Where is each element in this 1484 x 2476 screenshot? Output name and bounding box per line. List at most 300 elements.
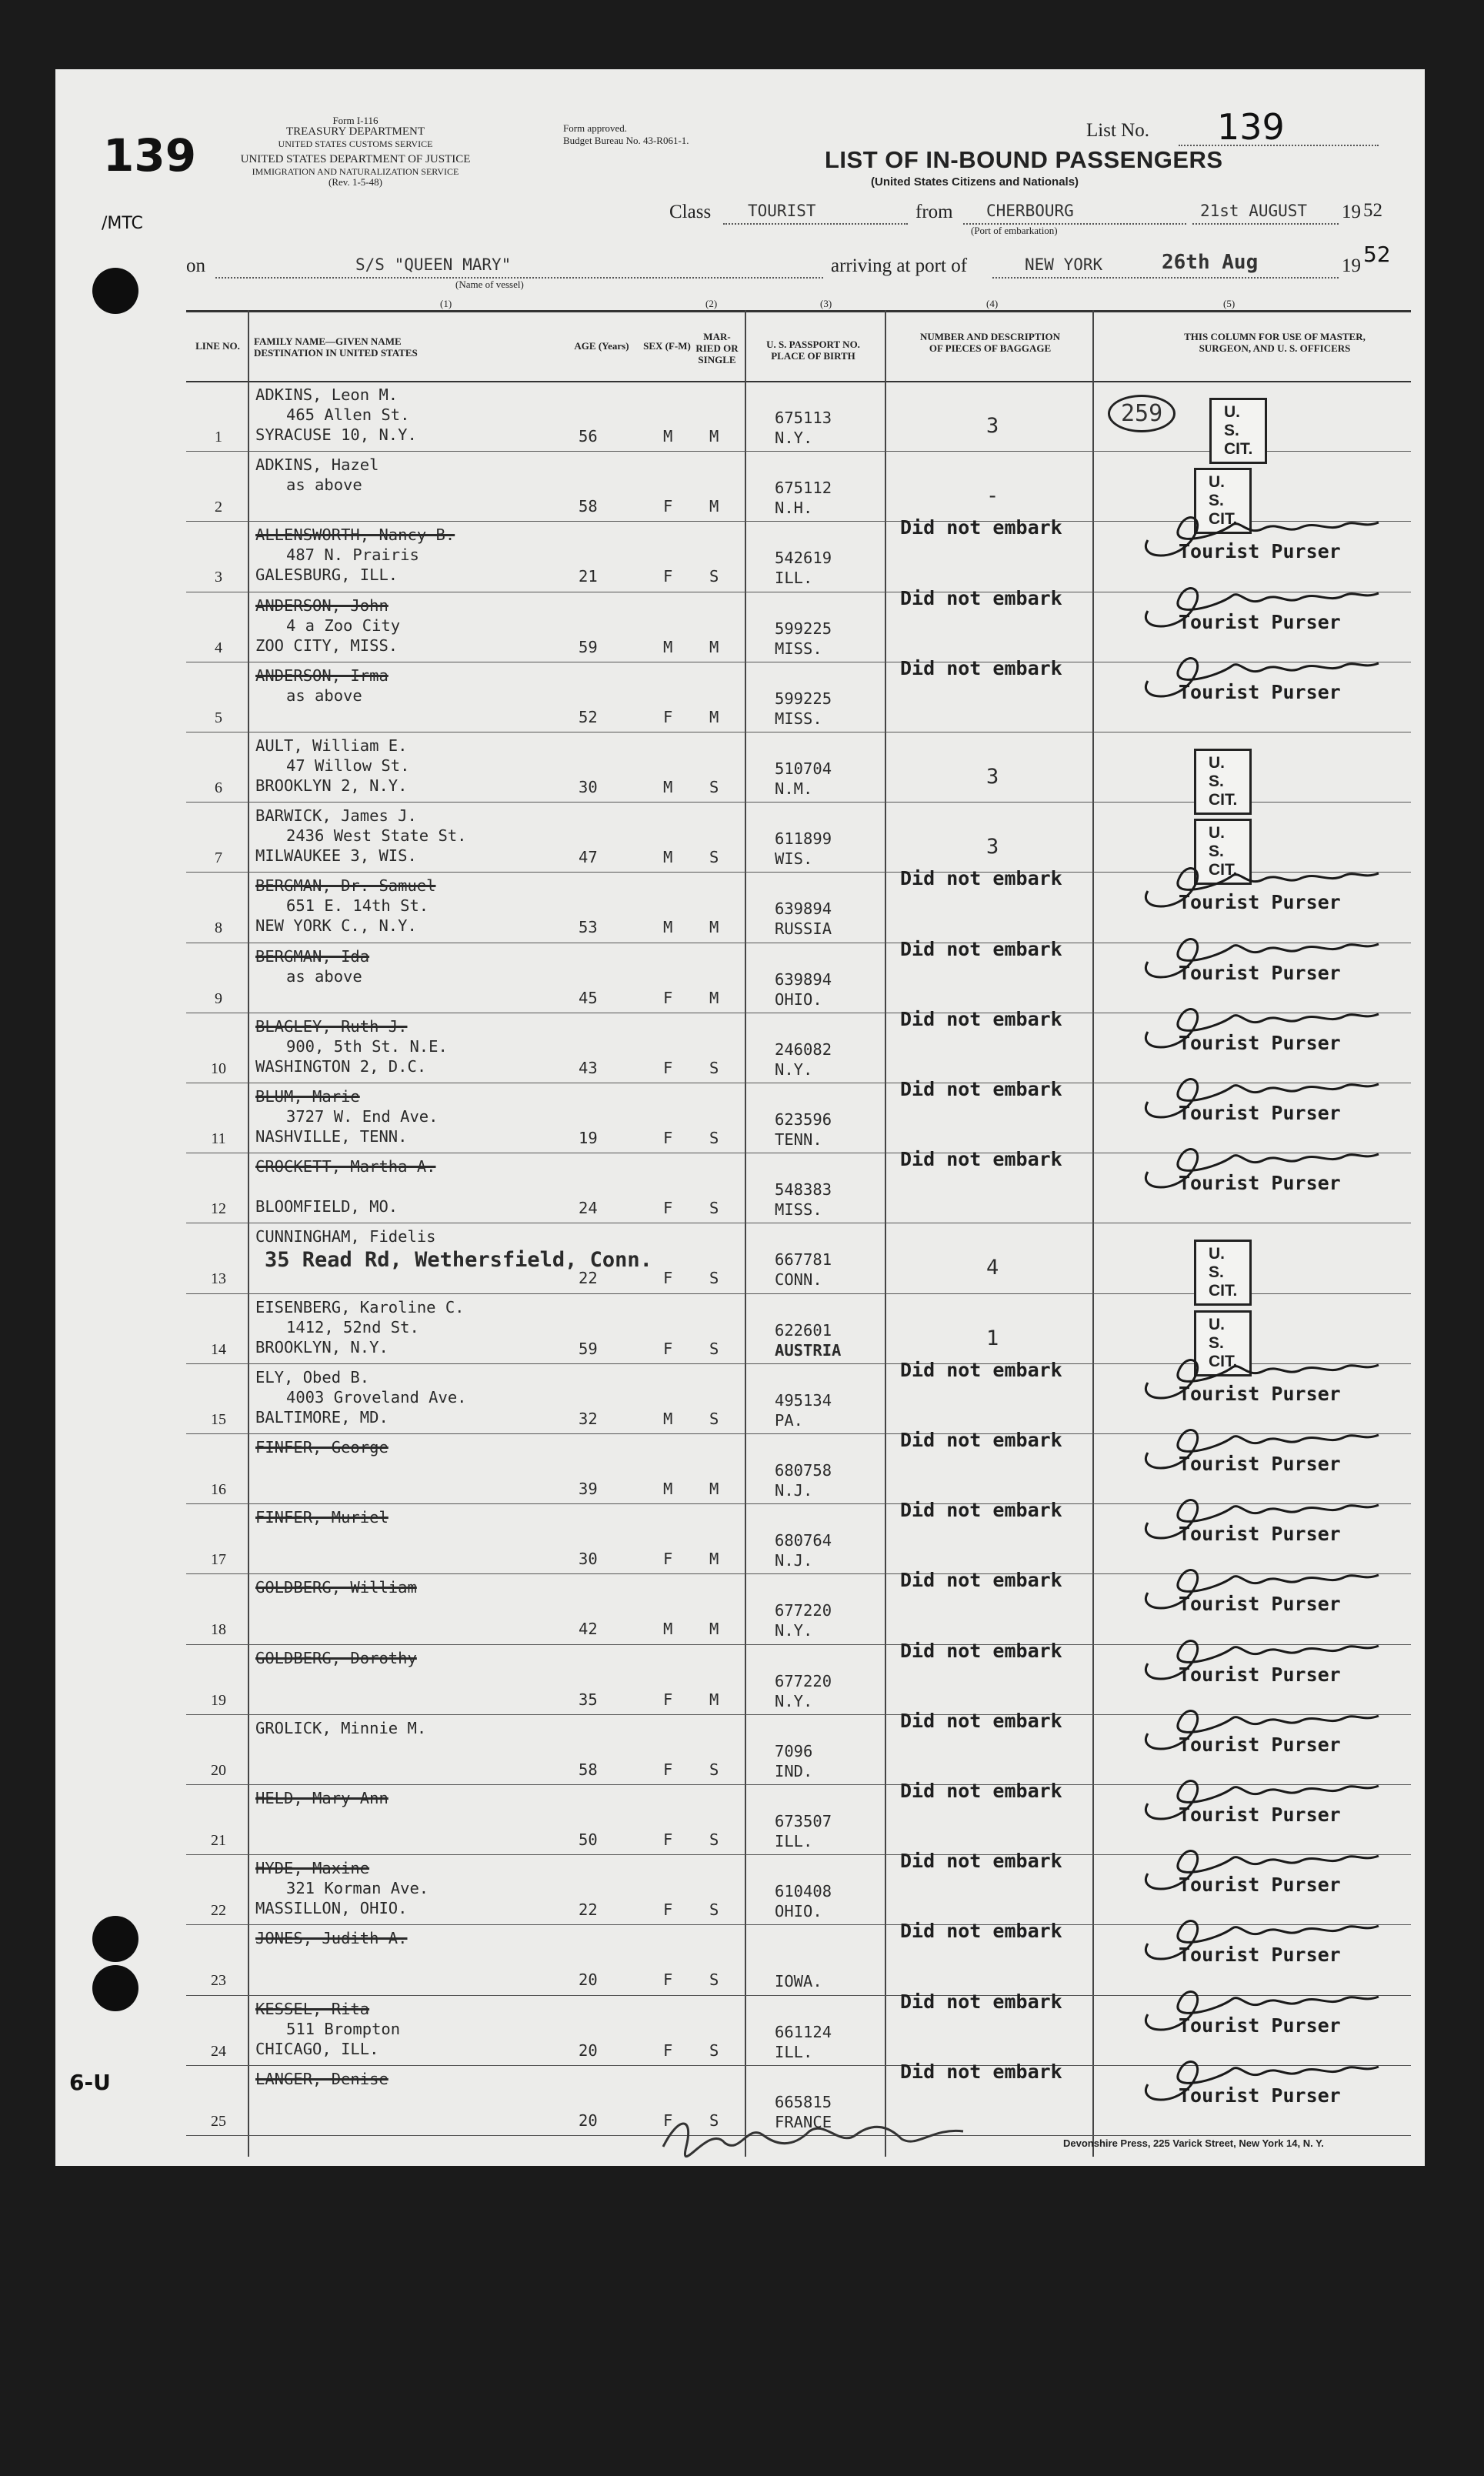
passenger-age: 59 bbox=[579, 1339, 598, 1358]
passenger-city: GALESBURG, ILL. bbox=[255, 566, 399, 585]
passenger-name: CROCKETT, Martha A. bbox=[255, 1157, 436, 1176]
line-number: 22 bbox=[211, 1902, 226, 1920]
place-of-birth: N.J. bbox=[775, 1481, 813, 1500]
form-revision: (Rev. 1-5-48) bbox=[328, 176, 382, 188]
did-not-embark-note: Did not embark bbox=[900, 1850, 1062, 1873]
passenger-age: 24 bbox=[579, 1199, 598, 1218]
department-justice: UNITED STATES DEPARTMENT OF JUSTICE bbox=[240, 153, 471, 165]
tourist-purser-label: Tourist Purser bbox=[1179, 1663, 1341, 1686]
line-number: 21 bbox=[211, 1832, 226, 1849]
did-not-embark-note: Did not embark bbox=[900, 1429, 1062, 1451]
passenger-age: 30 bbox=[579, 1550, 598, 1569]
passenger-name: BLUM, Marie bbox=[255, 1087, 360, 1106]
place-of-birth: IOWA. bbox=[775, 1972, 822, 1991]
col-header-sex: SEX (F-M) bbox=[643, 340, 691, 352]
purser-signature bbox=[1132, 1699, 1386, 1753]
punch-hole bbox=[92, 268, 138, 314]
passenger-city: NASHVILLE, TENN. bbox=[255, 1127, 408, 1146]
place-of-birth: N.Y. bbox=[775, 429, 813, 447]
line-number: 23 bbox=[211, 1972, 226, 1990]
line-number: 9 bbox=[215, 989, 222, 1007]
passenger-address: as above bbox=[286, 686, 362, 705]
passenger-age: 22 bbox=[579, 1900, 598, 1920]
immigration-service: IMMIGRATION AND NATURALIZATION SERVICE bbox=[252, 166, 459, 177]
passenger-city: MILWAUKEE 3, WIS. bbox=[255, 846, 417, 866]
passenger-name: HYDE, Maxine bbox=[255, 1859, 370, 1878]
passenger-name: KESSEL, Rita bbox=[255, 1999, 370, 2018]
vessel-name: S/S "QUEEN MARY" bbox=[355, 255, 512, 274]
passenger-marital: M bbox=[709, 1620, 719, 1639]
tourist-purser-label: Tourist Purser bbox=[1179, 961, 1341, 984]
passenger-city: BLOOMFIELD, MO. bbox=[255, 1197, 399, 1216]
passenger-name: CUNNINGHAM, Fidelis bbox=[255, 1227, 436, 1246]
tourist-purser-label: Tourist Purser bbox=[1179, 1102, 1341, 1124]
passport-number: 599225 bbox=[775, 619, 832, 638]
bottom-signature bbox=[655, 2101, 979, 2162]
passenger-marital: M bbox=[709, 497, 719, 516]
us-citizen-stamp: U. S. CIT. bbox=[1194, 468, 1252, 534]
passenger-marital: M bbox=[709, 427, 719, 445]
passport-number: 677220 bbox=[775, 1671, 832, 1690]
passenger-city: SYRACUSE 10, N.Y. bbox=[255, 425, 417, 444]
baggage-count: 3 bbox=[986, 414, 999, 438]
passport-number: 610408 bbox=[775, 1882, 832, 1901]
on-label: on bbox=[186, 255, 205, 276]
passenger-sex: F bbox=[663, 497, 673, 516]
tourist-purser-label: Tourist Purser bbox=[1179, 1874, 1341, 1897]
passenger-marital: M bbox=[709, 707, 719, 726]
passenger-name: BARWICK, James J. bbox=[255, 806, 417, 826]
passenger-age: 42 bbox=[579, 1620, 598, 1639]
passenger-age: 20 bbox=[579, 2041, 598, 2060]
passenger-age: 32 bbox=[579, 1409, 598, 1428]
passenger-name: ALLENSWORTH, Nancy B. bbox=[255, 526, 455, 545]
class-label: Class bbox=[669, 202, 712, 222]
passenger-address: 35 Read Rd, Wethersfield, Conn. bbox=[265, 1248, 652, 1273]
line-number: 24 bbox=[211, 2042, 226, 2060]
passenger-address: 900, 5th St. N.E. bbox=[286, 1036, 448, 1056]
tourist-purser-label: Tourist Purser bbox=[1179, 891, 1341, 914]
passenger-sex: F bbox=[663, 1760, 673, 1779]
passenger-age: 43 bbox=[579, 1058, 598, 1077]
col-header-line: LINE NO. bbox=[195, 340, 240, 352]
passenger-address: 1412, 52nd St. bbox=[286, 1317, 419, 1336]
passenger-marital: S bbox=[709, 1970, 719, 1990]
did-not-embark-note: Did not embark bbox=[900, 586, 1062, 609]
passport-number: 661124 bbox=[775, 2022, 832, 2041]
line-number: 8 bbox=[215, 919, 222, 937]
passenger-sex: M bbox=[663, 1409, 673, 1428]
place-of-birth: CONN. bbox=[775, 1270, 822, 1290]
passport-number: 680758 bbox=[775, 1461, 832, 1480]
passenger-sex: F bbox=[663, 1830, 673, 1849]
tourist-purser-label: Tourist Purser bbox=[1179, 680, 1341, 703]
passenger-name: AULT, William E. bbox=[255, 736, 408, 755]
class-line bbox=[723, 223, 908, 225]
passenger-sex: M bbox=[663, 918, 673, 937]
from-value: CHERBOURG bbox=[986, 202, 1074, 220]
passenger-address: 2436 West State St. bbox=[286, 826, 467, 846]
punch-hole bbox=[92, 1916, 138, 1962]
passenger-sex: F bbox=[663, 1129, 673, 1147]
baggage-count: 3 bbox=[986, 765, 999, 789]
passenger-name: GOLDBERG, William bbox=[255, 1578, 417, 1597]
passenger-age: 19 bbox=[579, 1129, 598, 1147]
passenger-address: 651 E. 14th St. bbox=[286, 896, 429, 916]
passenger-address: 4 a Zoo City bbox=[286, 616, 401, 635]
passenger-address: as above bbox=[286, 476, 362, 495]
col-divider bbox=[885, 310, 886, 2157]
col-number-2: (2) bbox=[705, 298, 718, 309]
arrival-year-prefix: 19 bbox=[1342, 255, 1361, 276]
col-header-age: AGE (Years) bbox=[574, 340, 629, 352]
margin-bottom-note: 6-U bbox=[69, 2070, 111, 2095]
year-value: 52 bbox=[1363, 200, 1382, 221]
purser-signature bbox=[1132, 1839, 1386, 1893]
passenger-marital: S bbox=[709, 1058, 719, 1077]
passport-number: 495134 bbox=[775, 1390, 832, 1410]
passenger-name: JONES, Judith A. bbox=[255, 1929, 408, 1948]
line-number: 4 bbox=[215, 639, 222, 656]
form-subtitle: (United States Citizens and Nationals) bbox=[871, 175, 1079, 189]
us-citizen-stamp: U. S. CIT. bbox=[1194, 1240, 1252, 1306]
place-of-birth: N.Y. bbox=[775, 1059, 813, 1079]
did-not-embark-note: Did not embark bbox=[900, 2060, 1062, 2083]
port-line bbox=[992, 277, 1339, 279]
passenger-age: 20 bbox=[579, 2111, 598, 2130]
passenger-age: 50 bbox=[579, 1830, 598, 1849]
place-of-birth: TENN. bbox=[775, 1130, 822, 1149]
purser-signature bbox=[1132, 1909, 1386, 1963]
line-number: 3 bbox=[215, 569, 222, 586]
did-not-embark-note: Did not embark bbox=[900, 1569, 1062, 1592]
place-of-birth: ILL. bbox=[775, 1832, 813, 1850]
place-of-birth: N.M. bbox=[775, 779, 813, 798]
did-not-embark-note: Did not embark bbox=[900, 656, 1062, 679]
did-not-embark-note: Did not embark bbox=[900, 1148, 1062, 1171]
tourist-purser-label: Tourist Purser bbox=[1179, 1031, 1341, 1054]
margin-list-number: 139 bbox=[103, 129, 197, 182]
passenger-sex: F bbox=[663, 1550, 673, 1569]
passenger-marital: S bbox=[709, 567, 719, 586]
passenger-sex: F bbox=[663, 567, 673, 586]
passport-number: 673507 bbox=[775, 1812, 832, 1830]
arrival-port: NEW YORK bbox=[1025, 255, 1103, 274]
passenger-list-page bbox=[55, 69, 1425, 2166]
tourist-purser-label: Tourist Purser bbox=[1179, 1382, 1341, 1405]
passport-number: 623596 bbox=[775, 1110, 832, 1129]
col-header-name: FAMILY NAME—GIVEN NAME DESTINATION IN UNITED STATES bbox=[254, 335, 418, 359]
us-citizen-stamp: U. S. CIT. bbox=[1194, 1310, 1252, 1376]
passenger-age: 35 bbox=[579, 1690, 598, 1709]
form-number: Form I-116 bbox=[332, 115, 379, 126]
passport-number: 548383 bbox=[775, 1180, 832, 1200]
passenger-sex: F bbox=[663, 2041, 673, 2060]
place-of-birth: MISS. bbox=[775, 639, 822, 658]
col-header-married: MAR-RIED OR SINGLE bbox=[695, 331, 739, 365]
did-not-embark-note: Did not embark bbox=[900, 1639, 1062, 1662]
col-number-5: (5) bbox=[1223, 298, 1236, 309]
tourist-purser-label: Tourist Purser bbox=[1179, 1733, 1341, 1756]
passenger-age: 56 bbox=[579, 427, 598, 445]
purser-signature bbox=[1132, 1488, 1386, 1542]
col-header-passport: U. S. PASSPORT NO. PLACE OF BIRTH bbox=[766, 339, 860, 362]
passenger-marital: M bbox=[709, 918, 719, 937]
passenger-sex: M bbox=[663, 778, 673, 796]
passport-number: 675113 bbox=[775, 409, 832, 427]
place-of-birth: IND. bbox=[775, 1761, 813, 1780]
passenger-address: 3727 W. End Ave. bbox=[286, 1107, 439, 1126]
passenger-name: ANDERSON, John bbox=[255, 596, 389, 615]
us-citizen-stamp: U. S. CIT. bbox=[1194, 819, 1252, 885]
passport-number: 639894 bbox=[775, 969, 832, 989]
passenger-sex: F bbox=[663, 707, 673, 726]
passenger-marital: M bbox=[709, 1690, 719, 1709]
passenger-city: BALTIMORE, MD. bbox=[255, 1407, 389, 1427]
passport-number: 665815 bbox=[775, 2092, 832, 2111]
purser-signature bbox=[1132, 1980, 1386, 2034]
passenger-name: BERGMAN, Dr. Samuel bbox=[255, 876, 436, 896]
purser-signature bbox=[1132, 1418, 1386, 1472]
passenger-name: FINFER, George bbox=[255, 1438, 389, 1457]
line-number: 1 bbox=[215, 429, 222, 445]
arriving-label: arriving at port of bbox=[831, 255, 968, 276]
customs-service: UNITED STATES CUSTOMS SERVICE bbox=[278, 138, 433, 149]
passport-number: 639894 bbox=[775, 899, 832, 919]
did-not-embark-note: Did not embark bbox=[900, 937, 1062, 960]
place-of-birth: N.H. bbox=[775, 499, 813, 518]
line-number: 12 bbox=[211, 1200, 226, 1218]
passport-number: 599225 bbox=[775, 689, 832, 708]
passport-number: 622601 bbox=[775, 1320, 832, 1340]
did-not-embark-note: Did not embark bbox=[900, 1709, 1062, 1732]
did-not-embark-note: Did not embark bbox=[900, 1780, 1062, 1802]
passenger-sex: M bbox=[663, 1620, 673, 1639]
place-of-birth: OHIO. bbox=[775, 989, 822, 1009]
year-prefix: 19 bbox=[1342, 202, 1361, 222]
form-approved: Form approved. bbox=[563, 122, 628, 134]
passenger-sex: F bbox=[663, 1970, 673, 1990]
passenger-marital: M bbox=[709, 637, 719, 656]
passenger-sex: F bbox=[663, 1900, 673, 1920]
purser-signature bbox=[1132, 576, 1386, 630]
place-of-birth: MISS. bbox=[775, 1200, 822, 1220]
tourist-purser-label: Tourist Purser bbox=[1179, 1593, 1341, 1616]
line-number: 16 bbox=[211, 1481, 226, 1498]
passenger-age: 21 bbox=[579, 567, 598, 586]
tourist-purser-label: Tourist Purser bbox=[1179, 2014, 1341, 2037]
passenger-marital: S bbox=[709, 1760, 719, 1779]
passenger-marital: M bbox=[709, 988, 719, 1007]
passenger-sex: F bbox=[663, 988, 673, 1007]
col-divider bbox=[248, 310, 249, 2157]
from-label: from bbox=[915, 202, 953, 222]
place-of-birth: N.Y. bbox=[775, 1691, 813, 1710]
baggage-count: 3 bbox=[986, 835, 999, 859]
header-divider bbox=[186, 381, 1411, 382]
passenger-name: BLAGLEY, Ruth J. bbox=[255, 1016, 408, 1036]
purser-signature bbox=[1132, 1137, 1386, 1191]
purser-signature bbox=[1132, 1348, 1386, 1402]
passport-number: 510704 bbox=[775, 759, 832, 778]
passenger-marital: S bbox=[709, 1900, 719, 1920]
line-number: 2 bbox=[215, 499, 222, 516]
place-of-birth: AUSTRIA bbox=[775, 1340, 842, 1360]
passenger-sex: M bbox=[663, 1480, 673, 1498]
port-embarkation-caption: (Port of embarkation) bbox=[971, 225, 1058, 236]
passport-number: 675112 bbox=[775, 479, 832, 498]
passenger-address: 487 N. Prairis bbox=[286, 546, 419, 565]
col-number-1: (1) bbox=[440, 298, 452, 309]
passenger-city: WASHINGTON 2, D.C. bbox=[255, 1056, 427, 1076]
did-not-embark-note: Did not embark bbox=[900, 867, 1062, 890]
place-of-birth: PA. bbox=[775, 1410, 804, 1430]
place-of-birth: ILL. bbox=[775, 569, 813, 588]
baggage-count: 4 bbox=[986, 1256, 999, 1280]
did-not-embark-note: Did not embark bbox=[900, 1990, 1062, 2013]
passenger-marital: S bbox=[709, 848, 719, 867]
purser-signature bbox=[1132, 1067, 1386, 1121]
form-title: LIST OF IN-BOUND PASSENGERS bbox=[825, 146, 1223, 173]
passenger-name: GOLDBERG, Dorothy bbox=[255, 1648, 417, 1667]
passenger-marital: S bbox=[709, 778, 719, 796]
passenger-name: ANDERSON, Irma bbox=[255, 666, 389, 685]
passenger-sex: M bbox=[663, 637, 673, 656]
line-number: 13 bbox=[211, 1270, 226, 1288]
purser-signature bbox=[1132, 1769, 1386, 1823]
passenger-sex: M bbox=[663, 427, 673, 445]
passenger-marital: S bbox=[709, 1409, 719, 1428]
passenger-age: 30 bbox=[579, 778, 598, 796]
passenger-marital: S bbox=[709, 1830, 719, 1849]
tourist-purser-label: Tourist Purser bbox=[1179, 1453, 1341, 1475]
line-number: 20 bbox=[211, 1761, 226, 1779]
passenger-marital: S bbox=[709, 1339, 719, 1358]
passenger-city: NEW YORK C., N.Y. bbox=[255, 916, 417, 936]
passenger-age: 39 bbox=[579, 1480, 598, 1498]
passenger-city: CHICAGO, ILL. bbox=[255, 2039, 379, 2058]
margin-mtc-note: /MTC bbox=[102, 214, 143, 233]
passenger-address: as above bbox=[286, 966, 362, 986]
did-not-embark-note: Did not embark bbox=[900, 1358, 1062, 1381]
passenger-address: 511 Brompton bbox=[286, 2019, 401, 2038]
passenger-name: ADKINS, Hazel bbox=[255, 455, 379, 475]
passenger-age: 22 bbox=[579, 1269, 598, 1288]
passenger-sex: F bbox=[663, 1058, 673, 1077]
col-header-baggage: NUMBER AND DESCRIPTION OF PIECES OF BAGGAGE bbox=[919, 331, 1061, 354]
col-divider bbox=[1092, 310, 1094, 2157]
col-number-4: (4) bbox=[986, 298, 999, 309]
passenger-address: 4003 Groveland Ave. bbox=[286, 1387, 467, 1407]
place-of-birth: WIS. bbox=[775, 849, 813, 869]
did-not-embark-note: Did not embark bbox=[900, 1078, 1062, 1100]
passenger-sex: F bbox=[663, 2111, 673, 2130]
purser-signature bbox=[1132, 927, 1386, 981]
registration-number: 259 bbox=[1108, 395, 1176, 432]
passenger-city: BROOKLYN, N.Y. bbox=[255, 1337, 389, 1356]
passenger-name: LANGER, Denise bbox=[255, 2069, 389, 2088]
did-not-embark-note: Did not embark bbox=[900, 1920, 1062, 1943]
place-of-birth: OHIO. bbox=[775, 1902, 822, 1921]
passenger-marital: S bbox=[709, 1269, 719, 1288]
arrival-year: 52 bbox=[1363, 242, 1391, 267]
passport-number: 611899 bbox=[775, 829, 832, 849]
tourist-purser-label: Tourist Purser bbox=[1179, 1172, 1341, 1195]
passport-number: 667781 bbox=[775, 1250, 832, 1270]
line-number: 6 bbox=[215, 779, 222, 796]
place-of-birth: N.J. bbox=[775, 1551, 813, 1570]
line-number: 11 bbox=[211, 1130, 226, 1147]
line-number: 10 bbox=[211, 1059, 226, 1077]
passenger-age: 59 bbox=[579, 637, 598, 656]
departure-date: 21st AUGUST bbox=[1200, 202, 1308, 220]
purser-signature bbox=[1132, 997, 1386, 1051]
line-number: 14 bbox=[211, 1340, 226, 1358]
place-of-birth: MISS. bbox=[775, 709, 822, 728]
line-number: 15 bbox=[211, 1410, 226, 1428]
purser-signature bbox=[1132, 2050, 1386, 2104]
baggage-count: 1 bbox=[986, 1326, 999, 1350]
passenger-marital: M bbox=[709, 1480, 719, 1498]
passenger-address: 465 Allen St. bbox=[286, 405, 410, 424]
passport-number: 680764 bbox=[775, 1531, 832, 1550]
line-number: 19 bbox=[211, 1691, 226, 1709]
passenger-name: ADKINS, Leon M. bbox=[255, 385, 399, 404]
place-of-birth: N.Y. bbox=[775, 1621, 813, 1640]
passenger-name: HELD, Mary Ann bbox=[255, 1789, 389, 1807]
passenger-sex: F bbox=[663, 1690, 673, 1709]
passenger-sex: F bbox=[663, 1269, 673, 1288]
passenger-address: 47 Willow St. bbox=[286, 756, 410, 775]
tourist-purser-label: Tourist Purser bbox=[1179, 1944, 1341, 1967]
passenger-city: ZOO CITY, MISS. bbox=[255, 636, 399, 655]
passenger-age: 58 bbox=[579, 1760, 598, 1779]
passenger-name: GROLICK, Minnie M. bbox=[255, 1718, 427, 1737]
list-no-value: 139 bbox=[1217, 106, 1285, 148]
col-divider bbox=[745, 310, 746, 2157]
passenger-city: MASSILLON, OHIO. bbox=[255, 1899, 408, 1918]
budget-bureau: Budget Bureau No. 43-R061-1. bbox=[563, 135, 689, 146]
line-number: 5 bbox=[215, 709, 222, 726]
purser-signature bbox=[1132, 506, 1386, 559]
line-number: 7 bbox=[215, 849, 222, 867]
department-treasury: TREASURY DEPARTMENT bbox=[285, 125, 425, 138]
passenger-marital: S bbox=[709, 1129, 719, 1147]
us-citizen-stamp: U. S. CIT. bbox=[1194, 749, 1252, 815]
passenger-sex: F bbox=[663, 1199, 673, 1218]
baggage-count: - bbox=[986, 484, 999, 509]
passport-number: 7096 bbox=[775, 1741, 813, 1760]
punch-hole bbox=[92, 1965, 138, 2011]
purser-signature bbox=[1132, 646, 1386, 700]
passenger-marital: S bbox=[709, 2041, 719, 2060]
col-number-3: (3) bbox=[820, 298, 832, 309]
us-citizen-stamp: U. S. CIT. bbox=[1209, 398, 1267, 464]
line-number: 18 bbox=[211, 1621, 226, 1639]
passenger-age: 45 bbox=[579, 988, 598, 1007]
place-of-birth: ILL. bbox=[775, 2042, 813, 2061]
passenger-name: FINFER, Muriel bbox=[255, 1508, 389, 1527]
passenger-sex: M bbox=[663, 848, 673, 867]
passenger-marital: S bbox=[709, 2111, 719, 2130]
line-number: 25 bbox=[211, 2112, 226, 2130]
passenger-sex: F bbox=[663, 1339, 673, 1358]
date-line bbox=[1192, 223, 1339, 225]
passenger-name: ELY, Obed B. bbox=[255, 1367, 370, 1386]
purser-signature bbox=[1132, 856, 1386, 910]
passenger-age: 58 bbox=[579, 497, 598, 516]
did-not-embark-note: Did not embark bbox=[900, 1499, 1062, 1522]
